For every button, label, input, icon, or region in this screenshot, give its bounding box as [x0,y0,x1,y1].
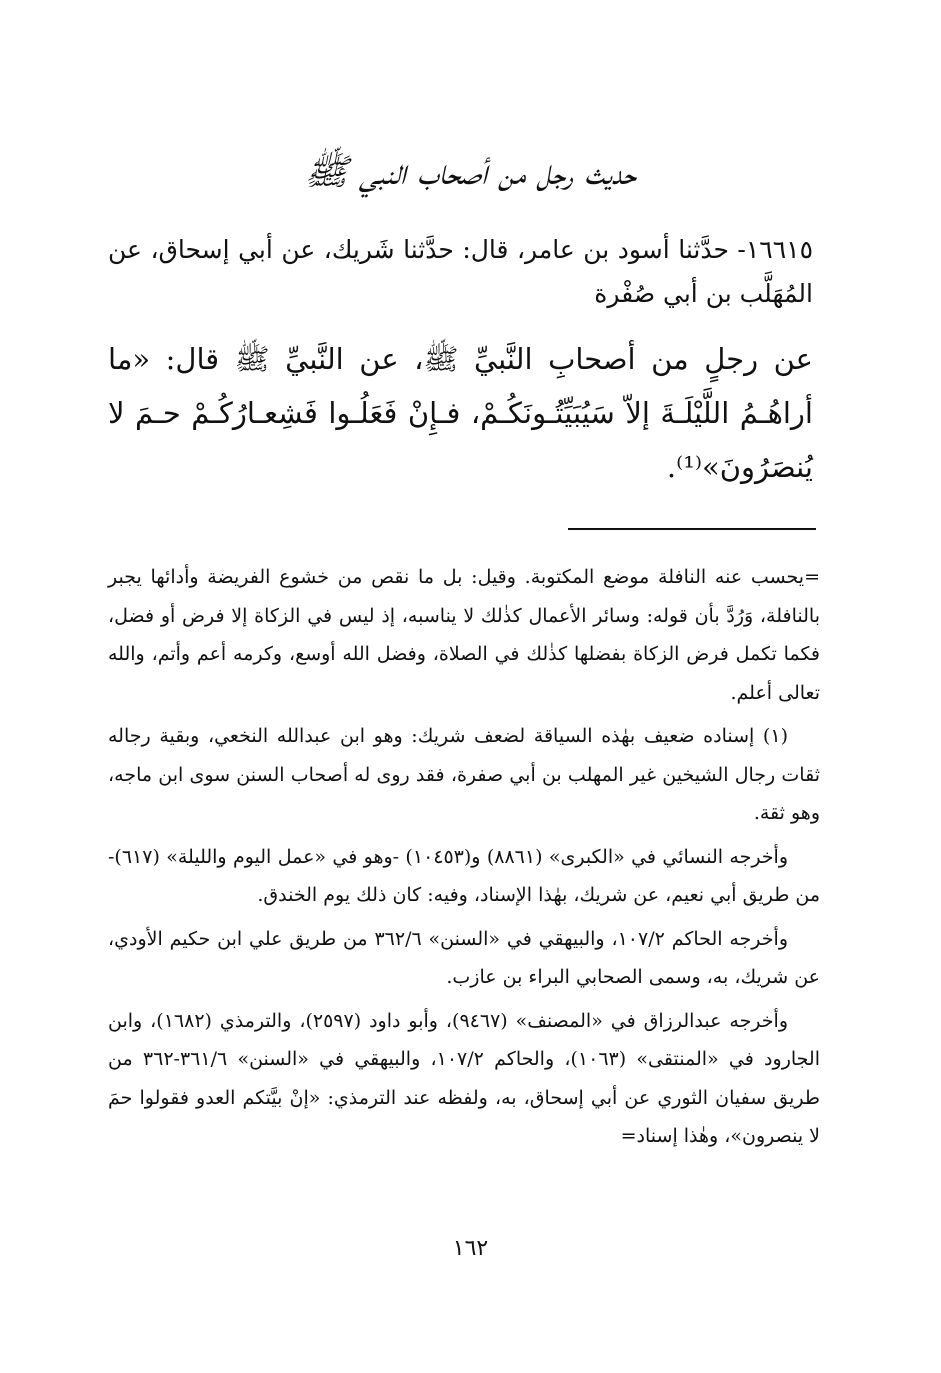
chapter-title: حديث رجل من أصحاب النبي ﷺ [304,152,637,193]
hadith-matn: عن رجلٍ من أصحابِ النَّبيِّ ﷺ، عن النَّبيِّ ﷺ قال: «ما أراهُـمُ اللَّيْلَـةَ إلاّ سَيُبَيِّتُـونَكُـمْ، فـإِنْ فَعَلُـوا فَشِعـارُكُـمْ حـمَ لا يُنصَرُونَ»⁽¹⁾. [108,342,813,484]
hadith-isnad: ١٦٦١٥- حدَّثنا أسود بن عامر، قال: حدَّثنا شَريك، عن أبي إسحاق، عن المُهَلَّب بن أبي صُفْرة [108,235,813,308]
footnotes [108,558,820,1161]
footnote-divider [568,528,816,530]
page-number: ١٦٢ [452,1236,489,1261]
footnote-paragraph: وأخرجه عبدالرزاق في «المصنف» (٩٤٦٧)، وأبو داود (٢٥٩٧)، والترمذي (١٦٨٢)، وابن الجارود في «المنتقى» (١٠٦٣)، والحاكم ١٠٧/٢، والبيهقي في «السنن» ٣٦١/٦-٣٦٢ من طريق سفيان الثوري عن أبي إسحاق، به، ولفظه عند الترمذي: «إنْ بيَّتكم العدو فقولوا حمَ لا ينصرون»، وهٰذا إسناد= [108,1009,820,1147]
footnote-continuation: =يحسب عنه النافلة موضع المكتوبة. وقيل: بل ما نقص من خشوع الفريضة وأدائها يجبر بالنافلة، وَرُدَّ بأن قوله: وسائر الأعمال كذٰلك لا يناسبه، إذ ليس في الزكاة إلا فرض أو فضل، فكما تكمل فرض الزكاة بفضلها كذٰلك في الصلاة، وفضل الله أوسع، وكرمه أعم وأتم، والله تعالى أعلم. [108,566,820,704]
footnote-paragraph: وأخرجه الحاكم ١٠٧/٢، والبيهقي في «السنن» ٣٦٢/٦ من طريق علي ابن حكيم الأودي، عن شريك، به، وسمى الصحابي البراء بن عازب. [108,927,820,988]
footnote-paragraph: وأخرجه النسائي في «الكبرى» (٨٨٦١) و(١٠٤٥٣) -وهو في «عمل اليوم والليلة» (٦١٧)- من طريق أبي نعيم، عن شريك، بهٰذا الإسناد، وفيه: كان ذلك يوم الخندق. [108,845,820,906]
footnote-1: (١) إسناده ضعيف بهٰذه السياقة لضعف شريك: وهو ابن عبدالله النخعي، وبقية رجاله ثقات رجال الشيخين غير المهلب بن أبي صفرة، فقد روى له أصحاب السنن سوى ابن ماجه، وهو ثقة. [108,725,820,824]
